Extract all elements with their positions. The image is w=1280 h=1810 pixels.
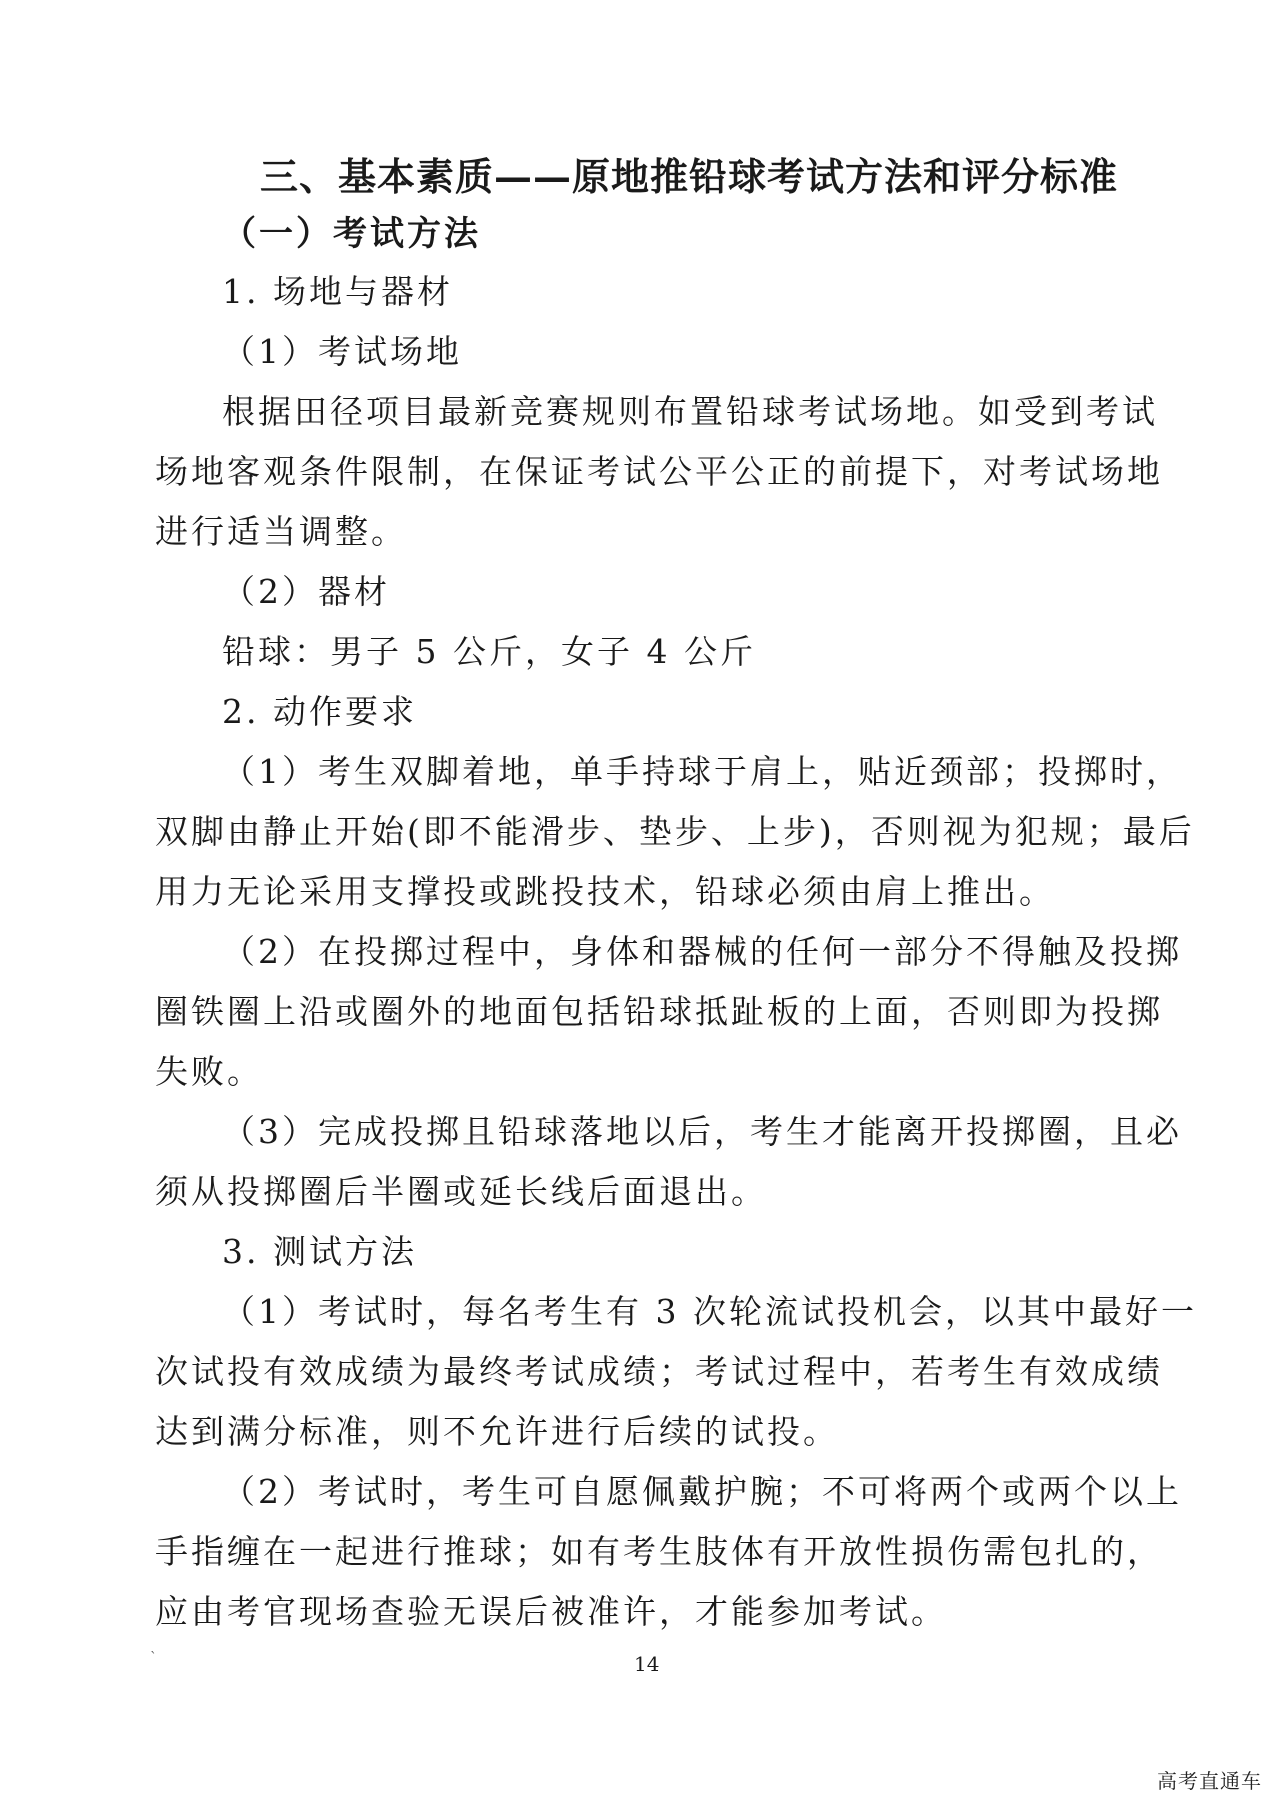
item-action-requirements: 2. 动作要求 — [222, 692, 417, 731]
paragraph-line: 应由考官现场查验无误后被准许，才能参加考试。 — [155, 1592, 947, 1631]
page-number: 14 — [634, 1652, 660, 1676]
watermark: 高考直通车 — [1157, 1769, 1262, 1793]
paragraph-line: 用力无论采用支撑投或跳投技术，铅球必须由肩上推出。 — [155, 872, 1055, 911]
item-equipment: （2）器材 — [222, 572, 390, 611]
paragraph-line: 须从投掷圈后半圈或延长线后面退出。 — [155, 1172, 767, 1211]
subsection-heading-exam-method: （一）考试方法 — [222, 214, 481, 254]
paragraph-line: （1）考生双脚着地，单手持球于肩上，贴近颈部；投掷时， — [222, 752, 1182, 791]
section-title: 三、基本素质——原地推铅球考试方法和评分标准 — [260, 154, 1119, 199]
paragraph-line: 场地客观条件限制，在保证考试公平公正的前提下，对考试场地 — [155, 452, 1163, 491]
paragraph-line: 进行适当调整。 — [155, 512, 407, 551]
item-test-method: 3. 测试方法 — [222, 1232, 417, 1271]
item-exam-venue: （1）考试场地 — [222, 332, 462, 371]
paragraph-line: 达到满分标准，则不允许进行后续的试投。 — [155, 1412, 839, 1451]
stray-mark: ` — [150, 1650, 157, 1666]
paragraph-line: 次试投有效成绩为最终考试成绩；考试过程中，若考生有效成绩 — [155, 1352, 1163, 1391]
paragraph-line: 双脚由静止开始(即不能滑步、垫步、上步)，否则视为犯规；最后 — [155, 812, 1195, 851]
item-venue-equipment: 1. 场地与器材 — [222, 272, 453, 311]
paragraph-line: 失败。 — [155, 1052, 263, 1091]
paragraph-line: （2）在投掷过程中，身体和器械的任何一部分不得触及投掷 — [222, 932, 1182, 971]
paragraph-line: （1）考试时，每名考生有 3 次轮流试投机会，以其中最好一 — [222, 1292, 1197, 1331]
paragraph-line: 圈铁圈上沿或圈外的地面包括铅球抵趾板的上面，否则即为投掷 — [155, 992, 1163, 1031]
paragraph-line: 手指缠在一起进行推球；如有考生肢体有开放性损伤需包扎的， — [155, 1532, 1163, 1571]
paragraph-line: （2）考试时，考生可自愿佩戴护腕；不可将两个或两个以上 — [222, 1472, 1182, 1511]
paragraph-line: （3）完成投掷且铅球落地以后，考生才能离开投掷圈，且必 — [222, 1112, 1182, 1151]
paragraph-line: 根据田径项目最新竞赛规则布置铅球考试场地。如受到考试 — [222, 392, 1158, 431]
paragraph-line: 铅球：男子 5 公斤，女子 4 公斤 — [222, 632, 756, 671]
